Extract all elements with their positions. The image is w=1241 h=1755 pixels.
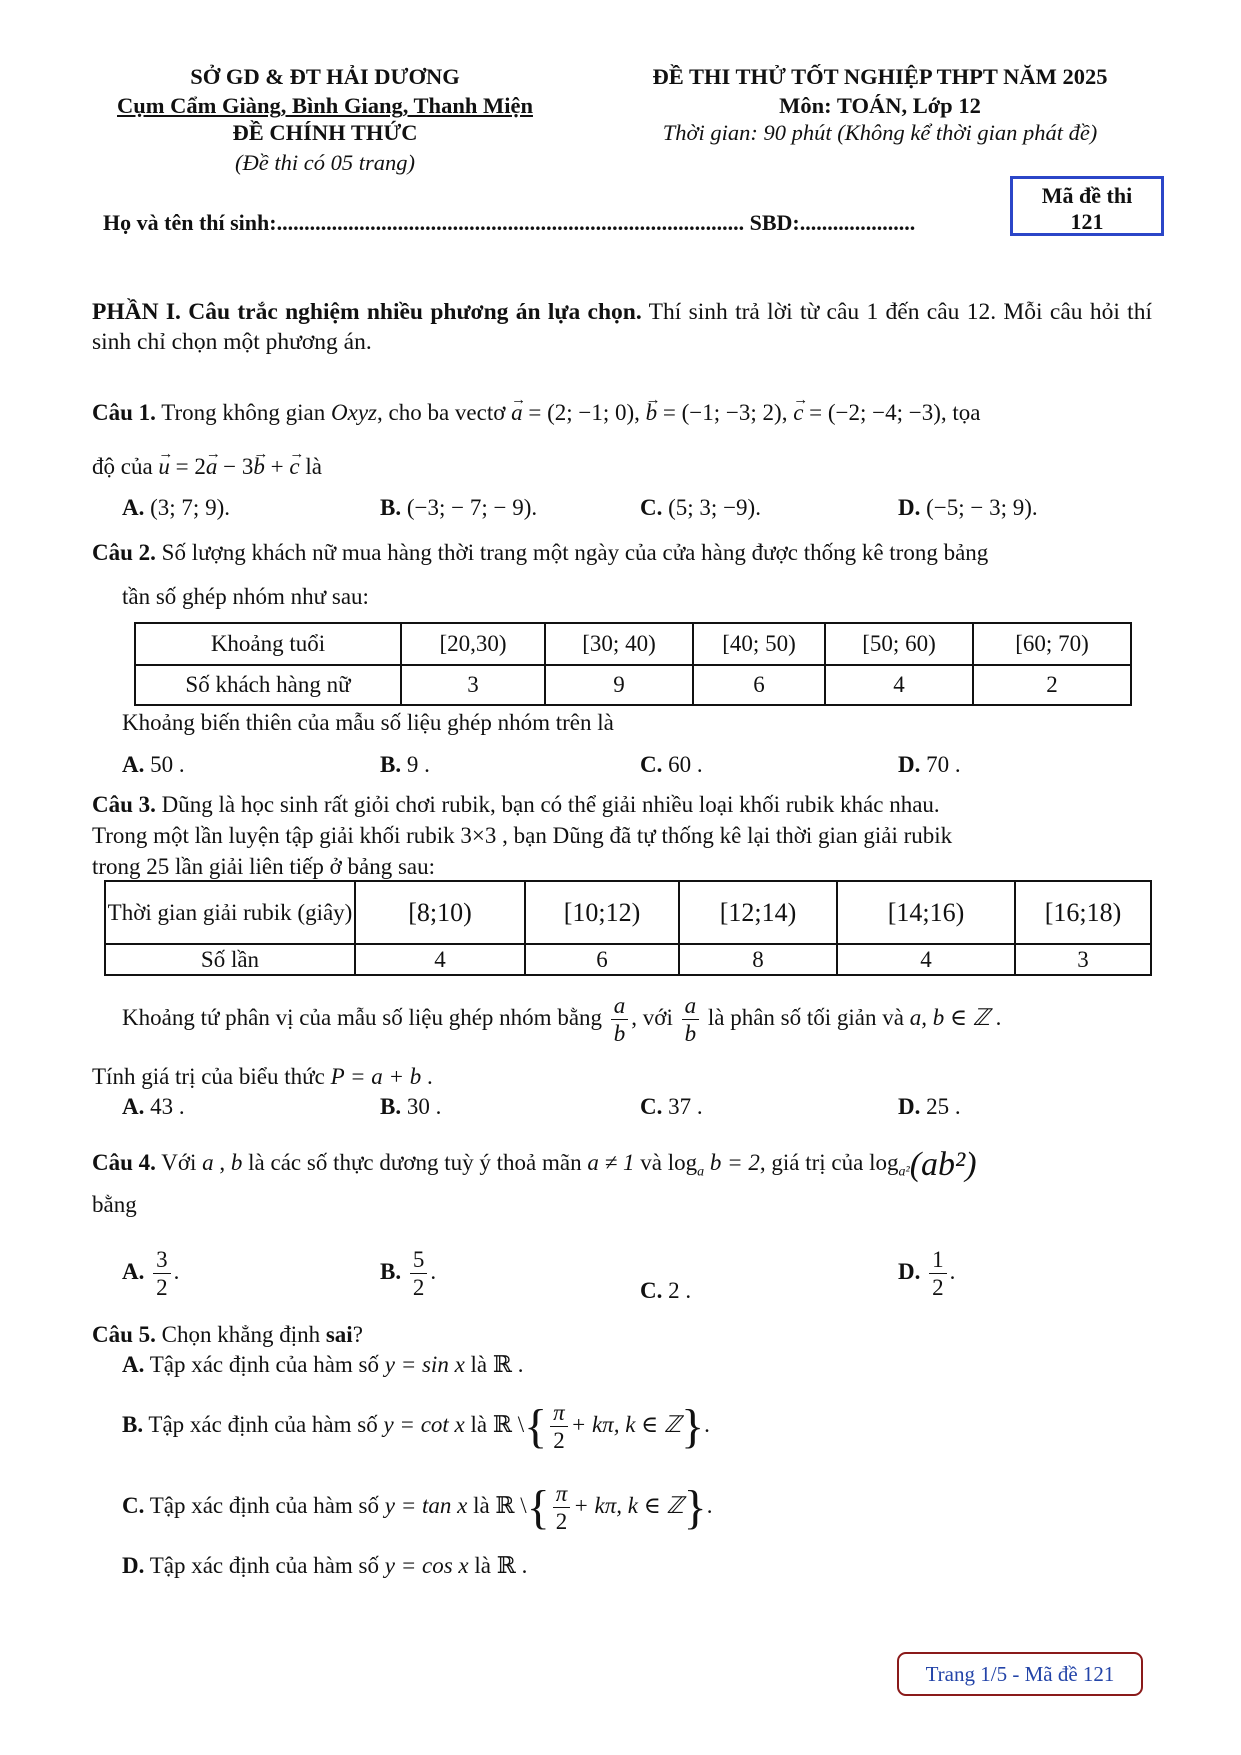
q3-text-line3: trong 25 lần giải liên tiếp ở bảng sau: <box>92 854 436 879</box>
table-cell: [8;10) <box>355 881 525 944</box>
option-text: là ℝ . <box>468 1553 528 1578</box>
frac-den: 2 <box>932 1275 944 1300</box>
q1-label: Câu 1. <box>92 400 156 425</box>
frac-den: b <box>684 1021 697 1047</box>
question-3 <box>92 790 1152 820</box>
option-text: 50 . <box>150 752 185 777</box>
option-text: (5; 3; −9). <box>668 495 761 520</box>
exam-subject: Môn: TOÁN, Lớp 12 <box>779 93 981 118</box>
page-footer: Trang 1/5 - Mã đề 121 <box>897 1652 1143 1696</box>
q1-option-a[interactable] <box>122 495 230 521</box>
option-function: y = sin x <box>384 1352 465 1377</box>
table-row <box>135 623 1131 665</box>
frac-num: a <box>611 994 629 1020</box>
q1-expr-c: → c <box>289 452 299 482</box>
q2-option-a[interactable] <box>122 752 185 778</box>
q3-option-c[interactable] <box>640 1094 703 1120</box>
q4-math: b <box>230 1150 243 1175</box>
option-text: 43 . <box>150 1094 185 1119</box>
option-label: B. <box>380 1258 402 1284</box>
q1-oxyz: Oxyz <box>331 400 377 425</box>
q1-text: độ của <box>92 454 159 479</box>
table-row <box>135 665 1131 705</box>
option-label: B. <box>380 495 402 520</box>
q5-text: Chọn khẳng định <box>155 1322 326 1347</box>
fraction <box>410 1248 428 1299</box>
table-cell: 4 <box>825 665 973 705</box>
option-text: (−3; − 7; − 9). <box>406 495 538 520</box>
option-text: Tập xác định của hàm số <box>144 1352 385 1377</box>
q5-keyword: sai <box>325 1322 353 1347</box>
q2-after-text: Khoảng biến thiên của mẫu số liệu ghép nhóm trên là <box>122 710 614 735</box>
frac-den: 2 <box>412 1275 425 1300</box>
frac-num: 1 <box>929 1248 947 1274</box>
q3-text: là phân số tối giản và <box>702 1005 910 1030</box>
exam-title: ĐỀ THI THỬ TỐT NGHIỆP THPT NĂM 2025 <box>652 64 1108 89</box>
q3-text: . <box>989 1005 1002 1030</box>
option-label: A. <box>122 495 145 520</box>
frac-den: 2 <box>555 1509 568 1535</box>
q1-text: , tọa <box>940 400 981 425</box>
q3-text: Khoảng tứ phân vị của mẫu số liệu ghép nhóm bằng <box>122 1005 608 1030</box>
q3-math: P = a + b <box>330 1064 422 1089</box>
table-cell: Khoảng tuổi <box>135 623 401 665</box>
table-row <box>105 944 1151 975</box>
exam-code-label: Mã đề thi <box>1041 183 1133 208</box>
table-cell: 9 <box>545 665 693 705</box>
table-cell: Số lần <box>105 944 355 975</box>
frac-den: 2 <box>156 1275 168 1300</box>
table-cell: 3 <box>401 665 545 705</box>
frac-num: π <box>550 1401 568 1427</box>
q1-text: Trong không gian <box>155 400 331 425</box>
q4-text: , <box>213 1150 231 1175</box>
option-text: 30 . <box>406 1094 442 1119</box>
option-text: là ℝ . <box>464 1352 524 1377</box>
q1-option-b[interactable] <box>380 495 537 521</box>
fraction-pi-over-2 <box>550 1401 568 1452</box>
fraction-a-over-b <box>682 994 700 1045</box>
option-text: là ℝ \ <box>467 1493 527 1518</box>
option-text: . <box>949 1258 956 1284</box>
q3-option-b[interactable] <box>380 1094 441 1120</box>
official-label: ĐỀ CHÍNH THỨC <box>232 120 418 145</box>
q4-label: Câu 4. <box>92 1150 156 1175</box>
option-label: A. <box>122 1094 145 1119</box>
option-label: A. <box>122 1352 145 1377</box>
option-label: D. <box>122 1553 145 1578</box>
option-label: C. <box>122 1493 145 1518</box>
option-text: 25 . <box>926 1094 961 1119</box>
department-name: SỞ GD & ĐT HẢI DƯƠNG <box>190 64 460 89</box>
q2-label: Câu 2. <box>92 540 156 565</box>
table-cell: 6 <box>525 944 679 975</box>
q1-expr: − 3 <box>217 454 254 479</box>
q2-text-line2: tần số ghép nhóm như sau: <box>122 584 369 609</box>
option-label: B. <box>380 752 402 777</box>
q4-option-d[interactable] <box>898 1248 955 1299</box>
option-label: B. <box>122 1412 144 1437</box>
fraction <box>929 1248 947 1299</box>
option-function: y = cot x <box>383 1412 465 1437</box>
option-label: D. <box>898 1258 921 1284</box>
vector-b-value: = (−1; −3; 2) <box>657 400 782 425</box>
q2-text: Số lượng khách nữ mua hàng thời trang một ngày của cửa hàng được thống kê trong bảng <box>155 540 989 565</box>
question-5 <box>92 1320 363 1350</box>
q3-option-d[interactable] <box>898 1094 961 1120</box>
q3-after-line1 <box>122 988 1001 1048</box>
q5-option-b[interactable] <box>122 1395 710 1457</box>
q3-label: Câu 3. <box>92 792 156 817</box>
q4-text-line2: bằng <box>92 1192 137 1217</box>
option-text: Tập xác định của hàm số <box>143 1412 384 1437</box>
q5-option-c[interactable] <box>122 1476 712 1538</box>
question-4 <box>92 1145 1162 1191</box>
frac-den: b <box>613 1021 626 1047</box>
q1-expr: + <box>264 454 290 479</box>
q1-text: , cho ba vectơ <box>376 400 512 425</box>
q4-text: , giá trị của <box>759 1150 870 1175</box>
q4-log-base: a² <box>898 1164 910 1180</box>
q4-option-c[interactable] <box>640 1278 691 1304</box>
table-cell: [16;18) <box>1015 881 1151 944</box>
option-text: . <box>706 1493 713 1518</box>
q3-text: , với <box>631 1005 679 1030</box>
q5-option-a[interactable] <box>122 1352 524 1378</box>
q1-expr-b: → b <box>253 452 265 482</box>
option-text: là ℝ \ <box>464 1412 525 1437</box>
table-cell: 4 <box>837 944 1015 975</box>
frac-num: 3 <box>153 1248 171 1274</box>
part1-title: PHẦN I. Câu trắc nghiệm nhiều phương án lựa chọn. <box>92 299 642 325</box>
table-cell: [50; 60) <box>825 623 973 665</box>
option-label: A. <box>122 752 145 777</box>
q1-option-d[interactable] <box>898 495 1038 521</box>
q4-log: log <box>869 1150 899 1175</box>
table-cell: [30; 40) <box>545 623 693 665</box>
brace-close: } <box>681 1400 705 1453</box>
brace-open: { <box>524 1400 548 1453</box>
option-text: . <box>173 1258 180 1284</box>
exam-code-value: 121 <box>1070 209 1104 234</box>
frac-num: 5 <box>410 1248 428 1274</box>
table-cell: 8 <box>679 944 837 975</box>
q4-math: a ≠ 1 <box>587 1150 635 1175</box>
question-1: Câu 1. Trong không gian Oxyz, cho ba vectơ → a = (2; −1; 0), → b = (−1; −3; 2), → c = (−2; −4; −3), tọa <box>92 398 1152 428</box>
frac-num: π <box>553 1482 571 1508</box>
q4-text: là các số thực dương tuỳ ý thoả mãn <box>242 1150 588 1175</box>
option-function: y = tan x <box>384 1493 468 1518</box>
option-text: 2 . <box>668 1278 692 1303</box>
set-expression: + kπ, k ∈ ℤ <box>570 1412 682 1437</box>
table-cell: [40; 50) <box>693 623 825 665</box>
table-cell: [14;16) <box>837 881 1015 944</box>
q4-log-arg: (ab²) <box>909 1146 977 1183</box>
q4-option-a[interactable] <box>122 1248 179 1299</box>
q4-text: và <box>634 1150 668 1175</box>
brace-open: { <box>526 1481 550 1534</box>
q4-log: log <box>667 1150 698 1175</box>
option-label: D. <box>898 1094 921 1119</box>
q4-option-b[interactable] <box>380 1248 436 1299</box>
option-text: Tập xác định của hàm số <box>144 1553 385 1578</box>
brace-close: } <box>683 1481 707 1534</box>
q2-option-d[interactable] <box>898 752 961 778</box>
fraction <box>153 1248 171 1299</box>
q1-text: là <box>299 454 322 479</box>
vector-u: → u <box>158 452 170 482</box>
q4-math: b = 2 <box>704 1150 760 1175</box>
table-cell: [20,30) <box>401 623 545 665</box>
q4-math: a <box>202 1150 214 1175</box>
part1-instruction: Thí sinh trả lời từ câu 1 đến câu 12. Mỗi câu hỏi thí sinh chỉ chọn một phương án. <box>92 299 1152 355</box>
option-label: D. <box>898 752 921 777</box>
table-cell: 4 <box>355 944 525 975</box>
q5-option-d[interactable] <box>122 1553 527 1579</box>
exam-time: Thời gian: 90 phút (Không kể thời gian phát đề) <box>662 120 1098 145</box>
vector-a-value: = (2; −1; 0) <box>522 400 635 425</box>
school-cluster: Cụm Cẩm Giàng, Bình Giang, Thanh Miện <box>117 93 533 118</box>
fraction-a-over-b <box>611 994 629 1045</box>
vector-c-value: = (−2; −4; −3) <box>803 400 941 425</box>
option-text: 9 . <box>406 752 430 777</box>
question-1-line2 <box>92 452 322 482</box>
option-text: (−5; − 3; 9). <box>926 495 1038 520</box>
q3-after-line2 <box>92 1062 433 1092</box>
option-text: 60 . <box>668 752 703 777</box>
option-text: . <box>704 1412 710 1437</box>
option-text: Tập xác định của hàm số <box>144 1493 385 1518</box>
q3-option-a[interactable] <box>122 1094 185 1120</box>
fraction-pi-over-2 <box>553 1482 571 1533</box>
q3-rubik-table <box>104 880 1152 976</box>
option-label: C. <box>640 752 663 777</box>
table-cell: 6 <box>693 665 825 705</box>
vector-b: → b <box>646 398 658 428</box>
q4-text: Với <box>155 1150 203 1175</box>
option-label: D. <box>898 495 921 520</box>
table-cell: 3 <box>1015 944 1151 975</box>
option-label: C. <box>640 495 663 520</box>
part1-heading <box>92 297 1152 357</box>
q1-option-c[interactable] <box>640 495 761 521</box>
q5-text: ? <box>352 1322 363 1347</box>
option-function: y = cos x <box>384 1553 469 1578</box>
q3-text: Tính giá trị của biểu thức <box>92 1064 331 1089</box>
frac-den: 2 <box>553 1428 565 1454</box>
q2-option-b[interactable] <box>380 752 430 778</box>
option-label: C. <box>640 1278 663 1303</box>
table-cell: Thời gian giải rubik (giây) <box>105 881 355 944</box>
page-count-note: (Đề thi có 05 trang) <box>235 150 415 175</box>
vector-a: → a <box>511 398 523 428</box>
option-text: (3; 7; 9). <box>150 495 230 520</box>
q2-frequency-table <box>134 622 1132 706</box>
q3-text-line2: Trong một lần luyện tập giải khối rubik 3×3 , bạn Dũng đã tự thống kê lại thời gian giải rubik <box>92 823 953 848</box>
option-text: 70 . <box>926 752 961 777</box>
vector-c: → c <box>793 398 803 428</box>
exam-code-box <box>1010 176 1164 236</box>
table-row <box>105 881 1151 944</box>
option-label: C. <box>640 1094 663 1119</box>
q2-option-c[interactable] <box>640 752 703 778</box>
question-2 <box>92 538 988 568</box>
q1-expr: = 2 <box>169 454 206 479</box>
option-label: A. <box>122 1258 145 1284</box>
frac-num: a <box>682 994 700 1020</box>
option-text: . <box>430 1258 437 1284</box>
option-text: 37 . <box>668 1094 703 1119</box>
student-info-line: Họ và tên thí sinh:..................................................................................... SBD:..................... <box>103 210 916 235</box>
table-cell: [60; 70) <box>973 623 1131 665</box>
q3-math: a, b ∈ ℤ <box>909 1005 990 1030</box>
q1-expr-a: → a <box>206 452 218 482</box>
set-expression: + kπ, k ∈ ℤ <box>573 1493 684 1518</box>
table-cell: Số khách hàng nữ <box>135 665 401 705</box>
table-cell: 2 <box>973 665 1131 705</box>
q3-text: . <box>421 1064 433 1089</box>
table-cell: [12;14) <box>679 881 837 944</box>
q4-log-base: a <box>697 1164 705 1180</box>
option-label: B. <box>380 1094 402 1119</box>
table-cell: [10;12) <box>525 881 679 944</box>
q5-label: Câu 5. <box>92 1322 156 1347</box>
q3-text: Dũng là học sinh rất giỏi chơi rubik, bạn có thể giải nhiều loại khối rubik khác nhau. <box>155 792 940 817</box>
